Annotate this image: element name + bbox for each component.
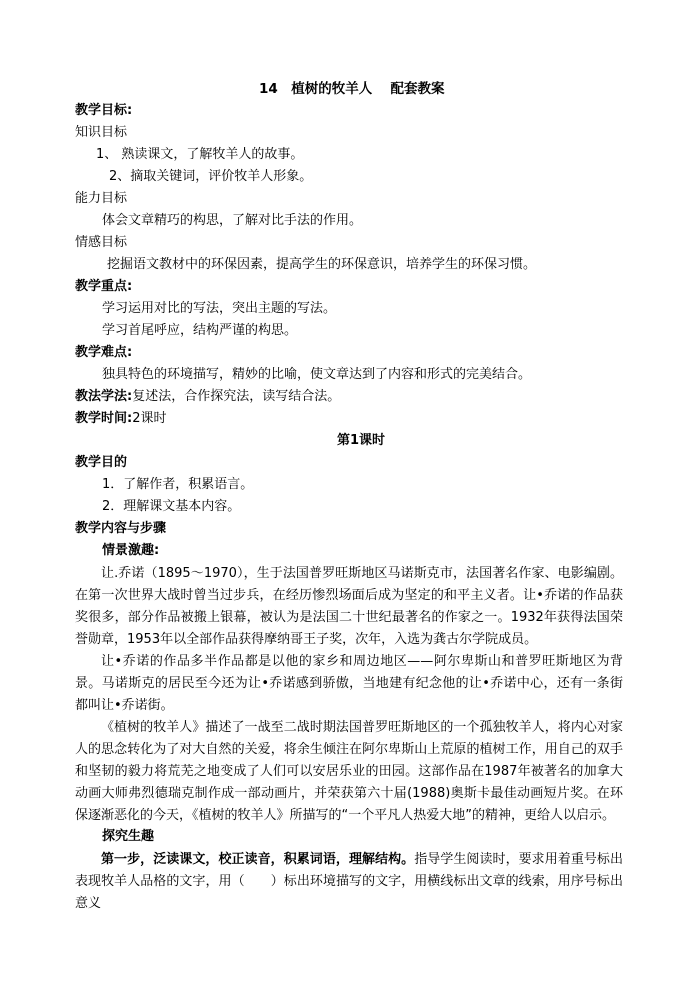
step-1-paragraph <box>75 849 623 915</box>
ability-item-1: 体会文章精巧的构思，了解对比手法的作用。 <box>102 213 363 228</box>
page-title: 14 植树的牧羊人 配套教案 <box>259 81 445 97</box>
ability-heading: 能力目标 <box>75 191 128 206</box>
intro-paragraph-1: 让.乔诺（1895～1970），生于法国普罗旺斯地区马诺斯克市，法国著名作家、电影编剧。在第一次世界大战时曾当过步兵，在经历惨烈场面后成为坚定的和平主义者。让•乔诺的作品获奖很多，部分作品被搬上银幕，被认为是法国二十世纪最著名的作家之一。1932年获得法国荣誉勋章，1953年以全部作品获得摩纳哥王子奖，次年，入选为龚古尔学院成员。 <box>75 566 623 647</box>
key-point-1: 学习运用对比的写法，突出主题的写法。 <box>102 301 337 316</box>
difficulty-item-1: 独具特色的环境描写，精妙的比喻，使文章达到了内容和形式的完美结合。 <box>102 367 532 382</box>
intro-paragraph-3: 《植树的牧羊人》描述了一战至二战时期法国普罗旺斯地区的一个孤独牧羊人，将内心对家人的思念转化为了对大自然的关爱，将余生倾注在阿尔卑斯山上荒原的植树工作，用自己的双手和坚韧的毅力将荒芜之地变成了人们可以安居乐业的田园。这部作品在1987年被著名的加拿大动画大师弗烈德瑞克制作成一部动画片，并荣获第六十届(1988)奥斯卡最佳动画短片奖。在环保逐渐恶化的今天，《植树的牧羊人》所描写的“一个平凡人热爱大地”的精神，更给人以启示。 <box>75 720 623 823</box>
methods-text: 复述法，合作探究法，读写结合法。 <box>132 389 341 404</box>
knowledge-item-2: 2、摘取关键词，评价牧羊人形象。 <box>109 169 313 184</box>
lesson-goal-heading: 教学目的 <box>75 455 128 470</box>
intro-heading: 情景激趣: <box>102 543 160 558</box>
time-text: 2课时 <box>132 411 167 426</box>
knowledge-item-1: 1、 熟读课文，了解牧羊人的故事。 <box>96 147 304 162</box>
step-1-text: 指导学生阅读时，要求用着重号标出表现牧羊人品格的文字，用（ ）标出环境描写的文字，用横线标出文章的线索，用序号标出意义 <box>75 852 623 911</box>
time-label: 教学时间: <box>75 411 133 426</box>
key-points-heading: 教学重点: <box>75 279 133 294</box>
methods-label: 教法学法: <box>75 389 133 404</box>
content-heading: 教学内容与步骤 <box>75 521 167 536</box>
explore-heading: 探究生趣 <box>102 829 155 844</box>
step-1-title: 第一步，泛读课文，校正读音，积累词语，理解结构。 <box>101 852 415 867</box>
key-point-2: 学习首尾呼应，结构严谨的构思。 <box>102 323 298 338</box>
goals-heading: 教学目标: <box>75 103 133 118</box>
lesson-goal-1: 1．了解作者，积累语言。 <box>102 477 254 492</box>
emotion-heading: 情感目标 <box>75 235 128 250</box>
emotion-item-1: 挖掘语文教材中的环保因素，提高学生的环保意识，培养学生的环保习惯。 <box>107 257 537 272</box>
lesson-heading: 第1课时 <box>337 433 386 448</box>
intro-paragraph-2: 让•乔诺的作品多半作品都是以他的家乡和周边地区——阿尔卑斯山和普罗旺斯地区为背景。马诺斯克的居民至今还为让•乔诺感到骄傲，当地建有纪念他的让•乔诺中心，还有一条街都叫让•乔诺街。 <box>75 654 623 713</box>
knowledge-heading: 知识目标 <box>75 125 128 140</box>
lesson-goal-2: 2．理解课文基本内容。 <box>102 499 241 514</box>
difficulty-heading: 教学难点: <box>75 345 133 360</box>
time-line <box>75 409 166 429</box>
methods-line <box>75 387 340 407</box>
